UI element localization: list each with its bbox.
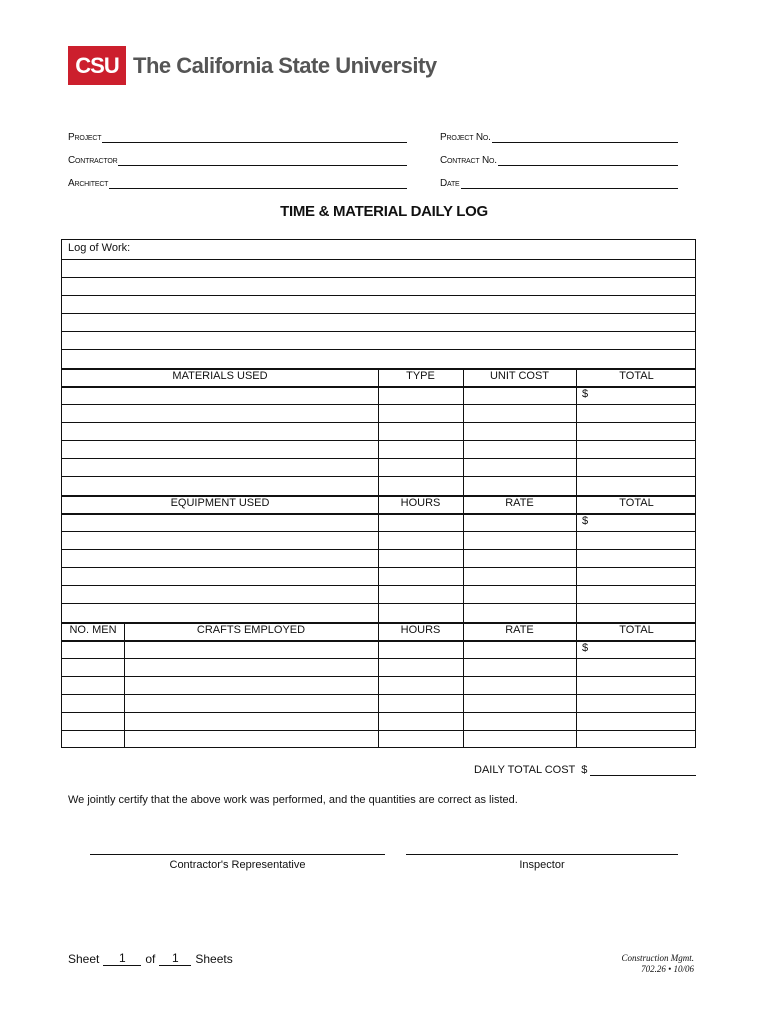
crafts-total-dollar: $ xyxy=(582,642,589,654)
contractor-field[interactable] xyxy=(68,150,407,166)
materials-type-header: TYPE xyxy=(406,370,435,382)
contractor-signature-line[interactable] xyxy=(90,854,385,855)
materials-total-header: TOTAL xyxy=(619,370,654,382)
certification-statement: We jointly certify that the above work was performed, and the quantities are correct as listed. xyxy=(68,794,518,806)
project-no-input-line[interactable] xyxy=(492,131,678,143)
log-row-line xyxy=(62,313,695,314)
form-reference-number: 702.26 • 10/06 xyxy=(641,964,694,974)
materials-unit-cost-header: UNIT COST xyxy=(489,370,550,382)
equipment-hours-header: HOURS xyxy=(400,497,441,509)
total-column-line xyxy=(576,368,577,748)
contractor-signature-label: Contractor's Representative xyxy=(169,859,306,871)
sheet-total[interactable]: 1 xyxy=(159,951,191,966)
crafts-hours-header: HOURS xyxy=(400,624,441,636)
log-row-line xyxy=(62,331,695,332)
daily-total-dollar: $ xyxy=(581,764,588,776)
crafts-total-header: TOTAL xyxy=(619,624,654,636)
daily-total-cost[interactable] xyxy=(474,764,696,776)
date-label: Date xyxy=(440,178,460,189)
architect-field[interactable] xyxy=(68,173,407,189)
form-title: TIME & MATERIAL DAILY LOG xyxy=(280,203,488,220)
project-no-label: Project No. xyxy=(440,132,491,143)
daily-total-label: DAILY TOTAL COST xyxy=(474,764,576,776)
crafts-rate-header: RATE xyxy=(505,624,534,636)
equipment-rate-header: RATE xyxy=(505,497,534,509)
project-no-field[interactable] xyxy=(440,127,678,143)
date-field[interactable] xyxy=(440,173,678,189)
equipment-used-header: EQUIPMENT USED xyxy=(170,497,270,509)
inspector-signature-label: Inspector xyxy=(519,859,565,871)
sheet-count xyxy=(68,951,233,966)
log-of-work-label: Log of Work: xyxy=(68,242,131,254)
project-label: Project xyxy=(68,132,102,143)
university-name: The California State University xyxy=(133,53,437,78)
log-row-line xyxy=(62,349,695,350)
sheet-of: of xyxy=(145,952,156,966)
crafts-no-men-header: NO. MEN xyxy=(69,624,117,636)
materials-total-dollar: $ xyxy=(582,388,589,400)
contract-no-input-line[interactable] xyxy=(498,154,678,166)
unitcost-column-line xyxy=(463,368,464,748)
inspector-signature-line[interactable] xyxy=(406,854,678,855)
form-reference-dept: Construction Mgmt. xyxy=(621,953,694,963)
log-row-line xyxy=(62,277,695,278)
materials-used-header: MATERIALS USED xyxy=(172,370,268,382)
architect-label: Architect xyxy=(68,178,109,189)
equipment-total-dollar: $ xyxy=(582,515,589,527)
log-grid xyxy=(61,239,696,748)
project-field[interactable] xyxy=(68,127,407,143)
type-column-line xyxy=(378,368,379,748)
daily-total-input-line[interactable] xyxy=(590,764,696,776)
sheet-suffix: Sheets xyxy=(195,952,233,966)
contract-no-label: Contract No. xyxy=(440,155,497,166)
crafts-employed-header: CRAFTS EMPLOYED xyxy=(196,624,306,636)
equipment-total-header: TOTAL xyxy=(619,497,654,509)
architect-input-line[interactable] xyxy=(109,177,407,189)
no-men-column-line xyxy=(124,622,125,748)
sheet-current[interactable]: 1 xyxy=(103,951,141,966)
contractor-label: Contractor xyxy=(68,155,118,166)
log-row-line xyxy=(62,295,695,296)
log-row-line xyxy=(62,259,695,260)
contractor-input-line[interactable] xyxy=(118,154,407,166)
form-reference xyxy=(621,953,694,975)
project-input-line[interactable] xyxy=(102,131,407,143)
date-input-line[interactable] xyxy=(461,177,678,189)
contract-no-field[interactable] xyxy=(440,150,678,166)
sheet-prefix: Sheet xyxy=(68,952,100,966)
csu-logo-mark: CSU xyxy=(68,46,126,85)
